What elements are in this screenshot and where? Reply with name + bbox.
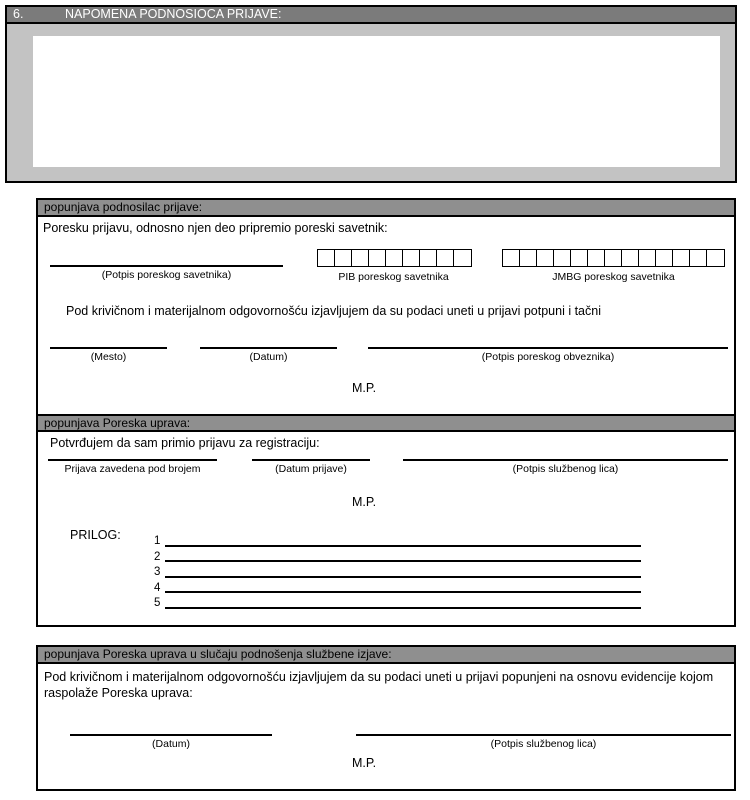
section-title: NAPOMENA PODNOSIOCA PRIJAVE:: [65, 7, 282, 21]
mesto-label: (Mesto): [90, 351, 127, 363]
official-date-field: [70, 734, 272, 750]
section-number: 6.: [13, 7, 24, 21]
datum-label: (Datum): [249, 351, 288, 363]
prilog-label: PRILOG:: [70, 528, 121, 542]
digit-cell[interactable]: [436, 249, 455, 267]
official-signature2-field: [356, 734, 731, 750]
jmbg-cells: [502, 249, 725, 267]
official-section-title: popunjava Poreska uprava u slučaju podnošenja službene izjave:: [44, 647, 392, 661]
prilog-row-number: 3: [154, 566, 161, 578]
submitter-statement: Pod krivičnom i materijalnom odgovornošću izjavljujem da su podaci uneti u prijavi potpuni i tačni: [66, 304, 601, 318]
note-section-header: [7, 7, 735, 24]
jmbg-label: JMBG poreskog savetnika: [552, 271, 675, 283]
tax-admin-section-bar: [38, 414, 734, 432]
official-statement-box: [36, 645, 736, 791]
digit-cell[interactable]: [655, 249, 674, 267]
official-signature-field: [403, 459, 728, 475]
submitter-section-bar: [38, 200, 734, 217]
digit-cell[interactable]: [317, 249, 336, 267]
stamp-mark-tax-admin: M.P.: [351, 495, 377, 509]
prilog-row: [154, 578, 641, 594]
datum-field: [200, 347, 337, 363]
tax-admin-section-title: popunjava Poreska uprava:: [44, 416, 191, 430]
digit-cell[interactable]: [402, 249, 421, 267]
pib-cells: [317, 249, 472, 267]
prilog-row: [154, 547, 641, 563]
digit-cell[interactable]: [570, 249, 589, 267]
prilog-row-number: 2: [154, 550, 161, 563]
prilog-row: [154, 593, 641, 609]
official-signature2-label: (Potpis službenog lica): [490, 738, 597, 750]
prilog-row-number: 4: [154, 581, 161, 594]
digit-cell[interactable]: [689, 249, 708, 267]
taxpayer-signature-label: (Potpis poreskog obveznika): [481, 351, 615, 363]
digit-cell[interactable]: [519, 249, 538, 267]
digit-cell[interactable]: [334, 249, 353, 267]
official-statement-text: Pod krivičnom i materijalnom odgovornošću izjavljujem da su podaci uneti u prijavi popunjeni na osnovu evidencije kojom raspolaže Poreska uprava:: [44, 670, 714, 701]
stamp-mark-submitter: M.P.: [351, 381, 377, 395]
digit-cell[interactable]: [419, 249, 438, 267]
submitter-admin-box: [36, 198, 736, 627]
prilog-row: [154, 531, 641, 547]
digit-cell[interactable]: [672, 249, 691, 267]
digit-cell[interactable]: [368, 249, 387, 267]
filing-date-label: (Datum prijave): [275, 463, 347, 475]
official-section-bar: [38, 647, 734, 664]
prilog-row: [154, 562, 641, 578]
registration-number-field: [48, 459, 217, 475]
advisor-intro-text: Poresku prijavu, odnosno njen deo pripremio poreski savetnik:: [43, 221, 388, 235]
digit-cell[interactable]: [536, 249, 555, 267]
digit-cell[interactable]: [587, 249, 606, 267]
note-section-box: [5, 5, 737, 183]
digit-cell[interactable]: [604, 249, 623, 267]
pib-label: PIB poreskog savetnika: [338, 271, 449, 283]
stamp-mark-official: M.P.: [351, 756, 377, 770]
mesto-field: [50, 347, 167, 363]
digit-cell[interactable]: [385, 249, 404, 267]
filing-date-field: [252, 459, 370, 475]
digit-cell[interactable]: [502, 249, 521, 267]
taxpayer-signature-field: [368, 347, 728, 363]
digit-cell[interactable]: [553, 249, 572, 267]
advisor-signature-label: (Potpis poreskog savetnika): [101, 269, 232, 281]
digit-cell[interactable]: [706, 249, 725, 267]
digit-cell[interactable]: [453, 249, 472, 267]
registration-number-label: Prijava zavedena pod brojem: [64, 463, 201, 475]
advisor-signature-field: [50, 265, 283, 281]
digit-cell[interactable]: [351, 249, 370, 267]
official-signature-label: (Potpis službenog lica): [512, 463, 619, 475]
note-input-area[interactable]: [33, 36, 720, 167]
note-section-body: [7, 24, 735, 181]
official-date-label: (Datum): [152, 738, 190, 750]
prilog-rows: [154, 531, 641, 609]
digit-cell[interactable]: [621, 249, 640, 267]
prilog-row-number: 5: [154, 597, 161, 609]
submitter-section-title: popunjava podnosilac prijave:: [44, 200, 203, 214]
prilog-row-line[interactable]: [165, 607, 641, 609]
digit-cell[interactable]: [638, 249, 657, 267]
tax-admin-intro-text: Potvrđujem da sam primio prijavu za registraciju:: [50, 436, 320, 450]
prilog-row-number: 1: [154, 535, 161, 547]
